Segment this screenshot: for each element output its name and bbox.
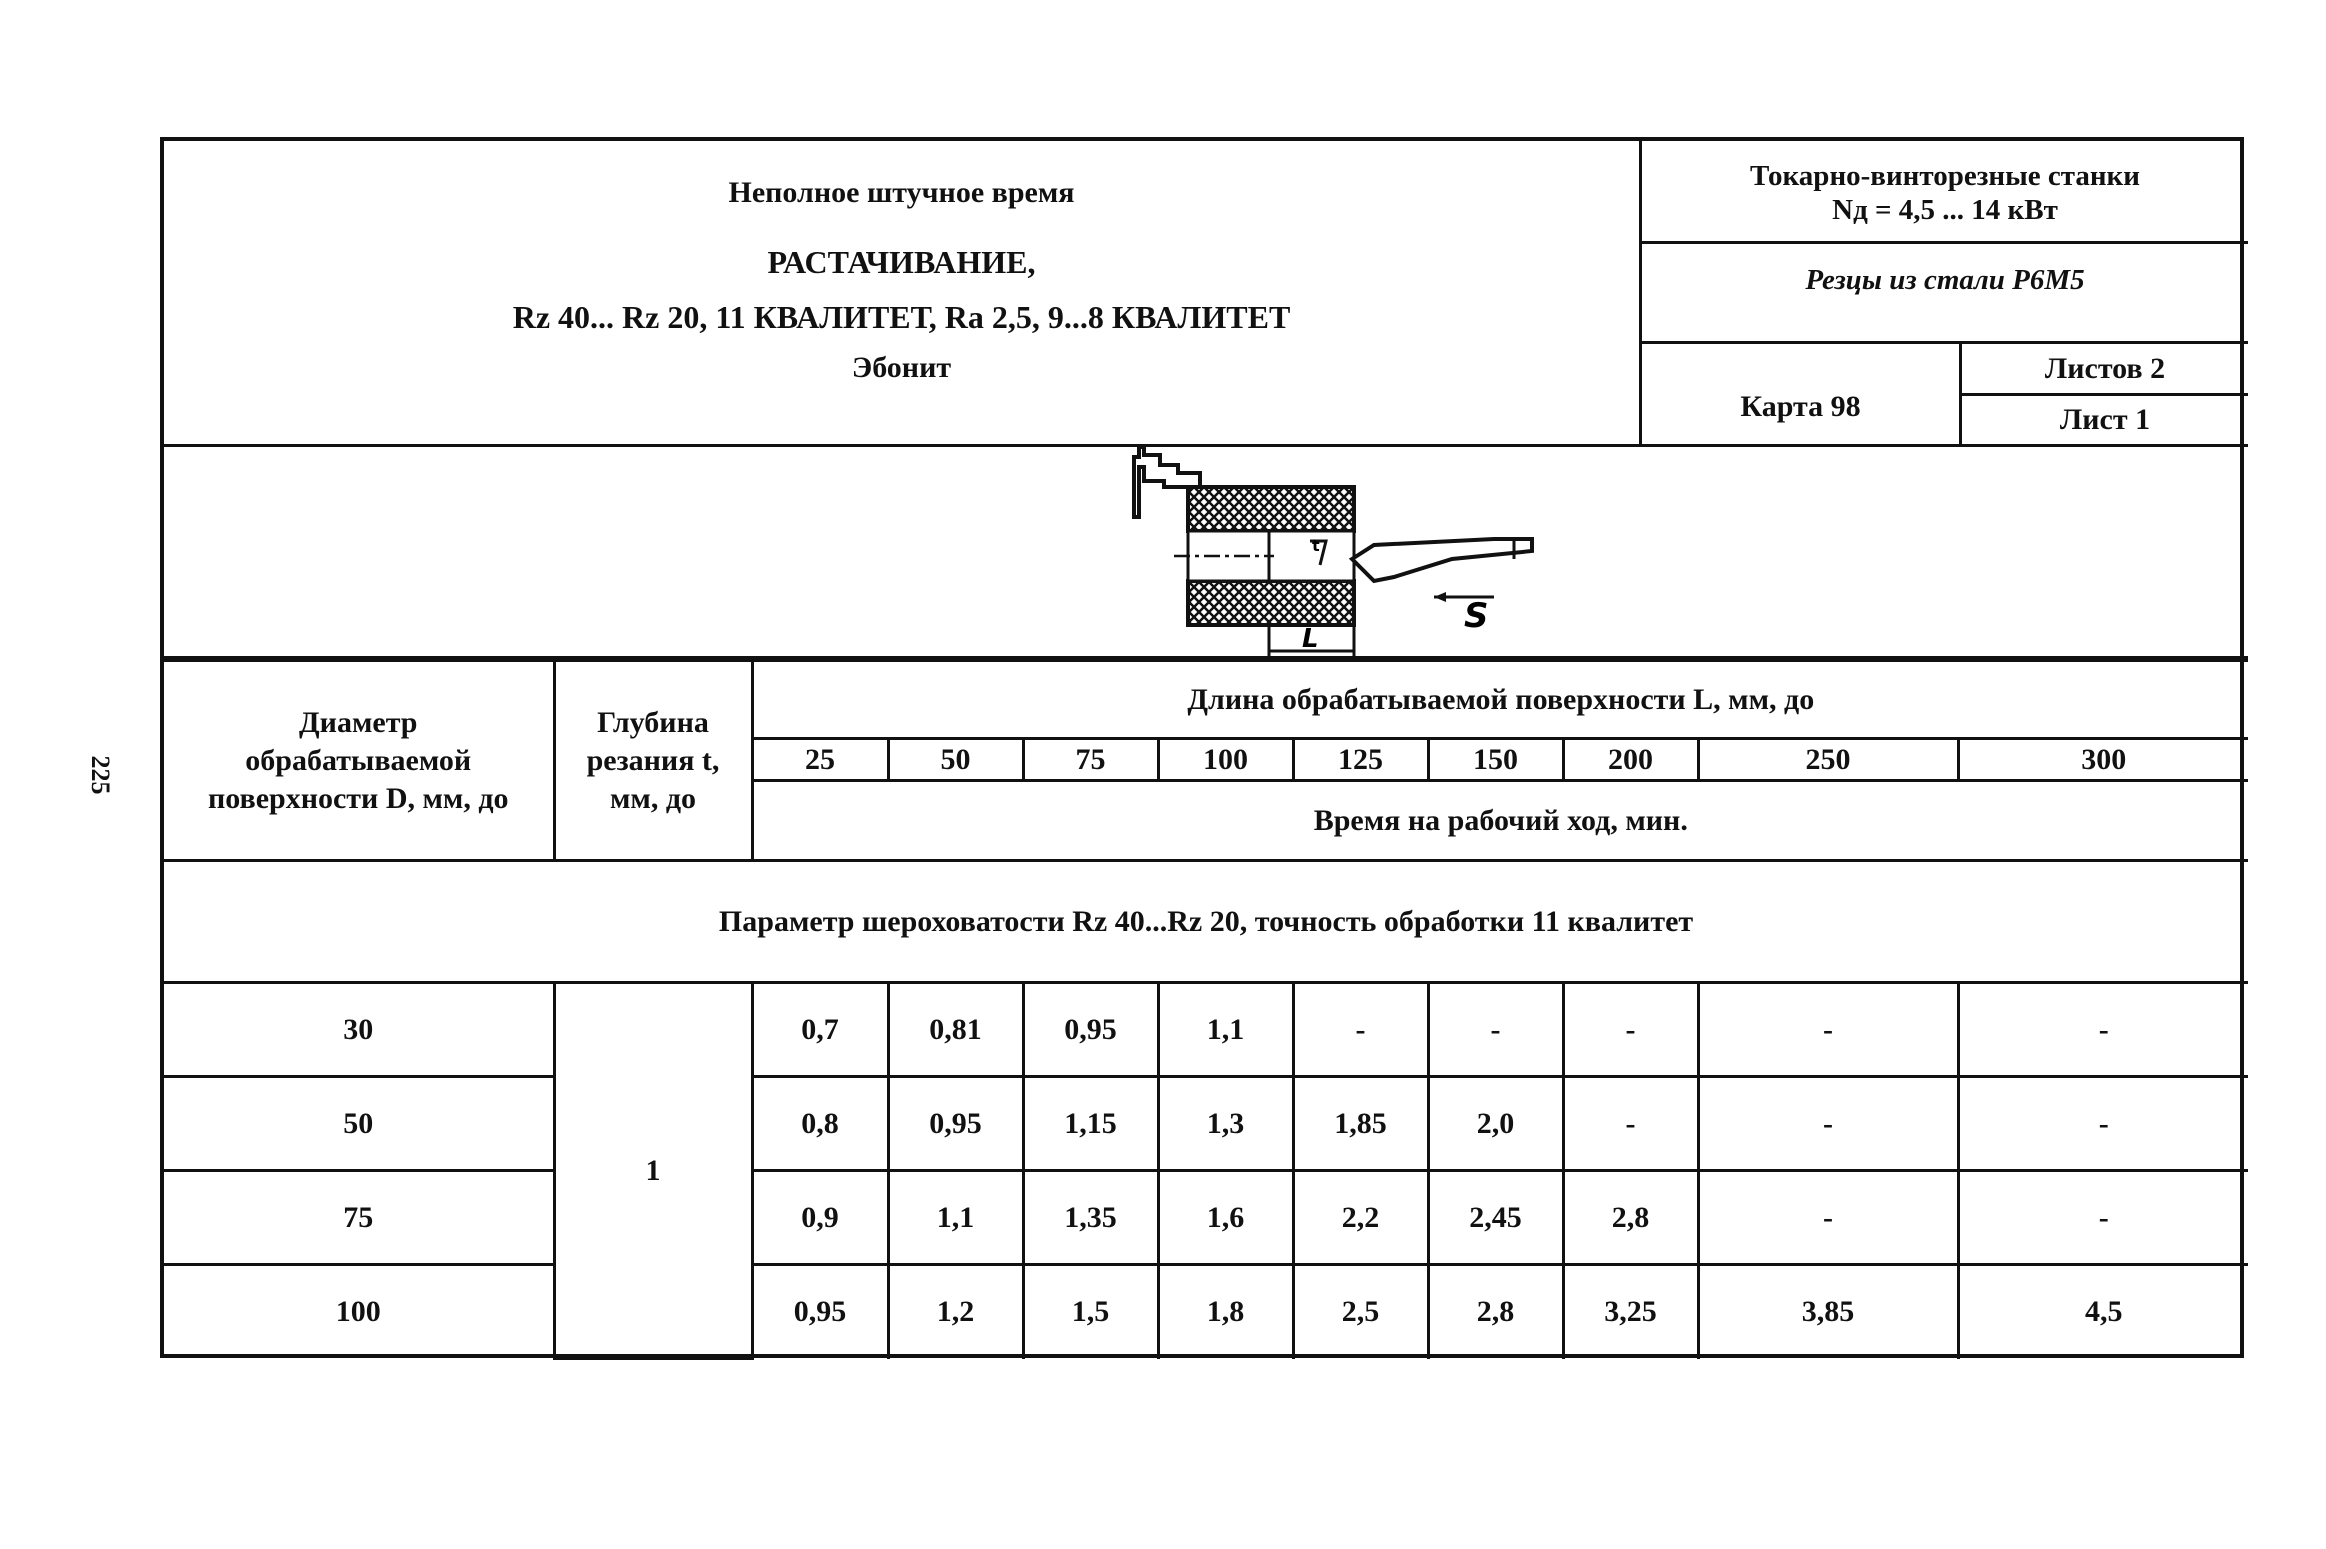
workpiece-top bbox=[1188, 487, 1354, 531]
length-100: 100 bbox=[1158, 739, 1293, 781]
boring-sketch bbox=[974, 447, 1594, 659]
sketch-label-l: L bbox=[1302, 624, 1319, 654]
tool-material: Резцы из стали Р6М5 bbox=[1642, 244, 2248, 344]
time-norm-table bbox=[164, 659, 2248, 1360]
page-number: 225 bbox=[86, 755, 115, 795]
table-row bbox=[164, 1077, 2248, 1171]
time-cell: 0,95 bbox=[752, 1265, 888, 1359]
time-cell: - bbox=[1563, 1077, 1698, 1171]
table-row bbox=[164, 1171, 2248, 1265]
section-title: Параметр шероховатости Rz 40...Rz 20, точность обработки 11 квалитет bbox=[164, 861, 2248, 983]
depth-header-1: Глубина bbox=[597, 705, 709, 739]
time-cell: - bbox=[1958, 1077, 2248, 1171]
time-cell: 2,45 bbox=[1428, 1171, 1563, 1265]
time-cell: - bbox=[1428, 983, 1563, 1077]
time-cell: - bbox=[1698, 1171, 1958, 1265]
time-cell: 4,5 bbox=[1958, 1265, 2248, 1359]
time-cell: 2,5 bbox=[1293, 1265, 1428, 1359]
sheets-total: Листов 2 bbox=[1962, 344, 2248, 396]
col-header-diameter bbox=[164, 661, 554, 861]
time-cell: 0,81 bbox=[888, 983, 1023, 1077]
time-cell: 0,8 bbox=[752, 1077, 888, 1171]
time-cell: 2,2 bbox=[1293, 1171, 1428, 1265]
time-cell: 2,0 bbox=[1428, 1077, 1563, 1171]
time-cell: 3,25 bbox=[1563, 1265, 1698, 1359]
time-cell: 2,8 bbox=[1563, 1171, 1698, 1265]
length-300: 300 bbox=[1958, 739, 2248, 781]
time-header: Время на рабочий ход, мин. bbox=[752, 781, 2248, 861]
diameter-cell: 50 bbox=[164, 1077, 554, 1171]
time-cell: - bbox=[1698, 1077, 1958, 1171]
machine-name: Токарно-винторезные станки bbox=[1750, 160, 2140, 192]
time-cell: 3,85 bbox=[1698, 1265, 1958, 1359]
stamp-block bbox=[1642, 141, 2248, 447]
boring-bar bbox=[1352, 539, 1532, 581]
time-cell: 0,95 bbox=[888, 1077, 1023, 1171]
diameter-header-1: Диаметр bbox=[299, 705, 418, 739]
length-150: 150 bbox=[1428, 739, 1563, 781]
time-cell: - bbox=[1563, 983, 1698, 1077]
depth-header-3: мм, до bbox=[609, 781, 697, 815]
col-header-length: Длина обрабатываемой поверхности L, мм, до bbox=[752, 661, 2248, 739]
time-cell: 1,3 bbox=[1158, 1077, 1293, 1171]
time-cell: 1,2 bbox=[888, 1265, 1023, 1359]
title-line-1: Неполное штучное время bbox=[728, 176, 1075, 209]
time-cell: 2,8 bbox=[1428, 1265, 1563, 1359]
time-cell: 0,7 bbox=[752, 983, 888, 1077]
workpiece-bottom bbox=[1188, 581, 1354, 625]
time-cell: 1,35 bbox=[1023, 1171, 1158, 1265]
time-cell: 1,5 bbox=[1023, 1265, 1158, 1359]
norm-card bbox=[160, 137, 2244, 1358]
depth-cell: 1 bbox=[554, 983, 752, 1359]
title-line-3: Rz 40... Rz 20, 11 КВАЛИТЕТ, Ra 2,5, 9...8 КВАЛИТЕТ bbox=[512, 299, 1291, 335]
time-cell: - bbox=[1958, 983, 2248, 1077]
sketch-label-s: S bbox=[1464, 596, 1489, 636]
machine-power: Nд = 4,5 ... 14 кВт bbox=[1832, 194, 2058, 226]
length-75: 75 bbox=[1023, 739, 1158, 781]
table-row bbox=[164, 1265, 2248, 1359]
sketch-label-t: t bbox=[1312, 536, 1320, 555]
col-header-depth bbox=[554, 661, 752, 861]
time-cell: 1,15 bbox=[1023, 1077, 1158, 1171]
sketch-row bbox=[164, 447, 2248, 659]
machine-type bbox=[1642, 141, 2248, 244]
diameter-cell: 75 bbox=[164, 1171, 554, 1265]
diameter-cell: 100 bbox=[164, 1265, 554, 1359]
title-line-2: РАСТАЧИВАНИЕ, bbox=[767, 244, 1036, 280]
card-number: Карта 98 bbox=[1642, 344, 1962, 447]
title-block bbox=[164, 141, 1642, 447]
table-row bbox=[164, 983, 2248, 1077]
time-cell: 1,1 bbox=[888, 1171, 1023, 1265]
time-cell: 1,1 bbox=[1158, 983, 1293, 1077]
material: Эбонит bbox=[851, 351, 952, 384]
diameter-cell: 30 bbox=[164, 983, 554, 1077]
diameter-header-3: поверхности D, мм, до bbox=[207, 781, 509, 815]
time-cell: - bbox=[1698, 983, 1958, 1077]
sheet-number: Лист 1 bbox=[1962, 396, 2248, 447]
time-cell: - bbox=[1958, 1171, 2248, 1265]
length-200: 200 bbox=[1563, 739, 1698, 781]
time-cell: 0,9 bbox=[752, 1171, 888, 1265]
length-25: 25 bbox=[752, 739, 888, 781]
time-cell: 1,8 bbox=[1158, 1265, 1293, 1359]
time-cell: 0,95 bbox=[1023, 983, 1158, 1077]
length-50: 50 bbox=[888, 739, 1023, 781]
time-cell: - bbox=[1293, 983, 1428, 1077]
depth-header-2: резания t, bbox=[586, 743, 720, 777]
diameter-header-2: обрабатываемой bbox=[245, 743, 472, 777]
time-cell: 1,85 bbox=[1293, 1077, 1428, 1171]
length-125: 125 bbox=[1293, 739, 1428, 781]
length-250: 250 bbox=[1698, 739, 1958, 781]
time-cell: 1,6 bbox=[1158, 1171, 1293, 1265]
